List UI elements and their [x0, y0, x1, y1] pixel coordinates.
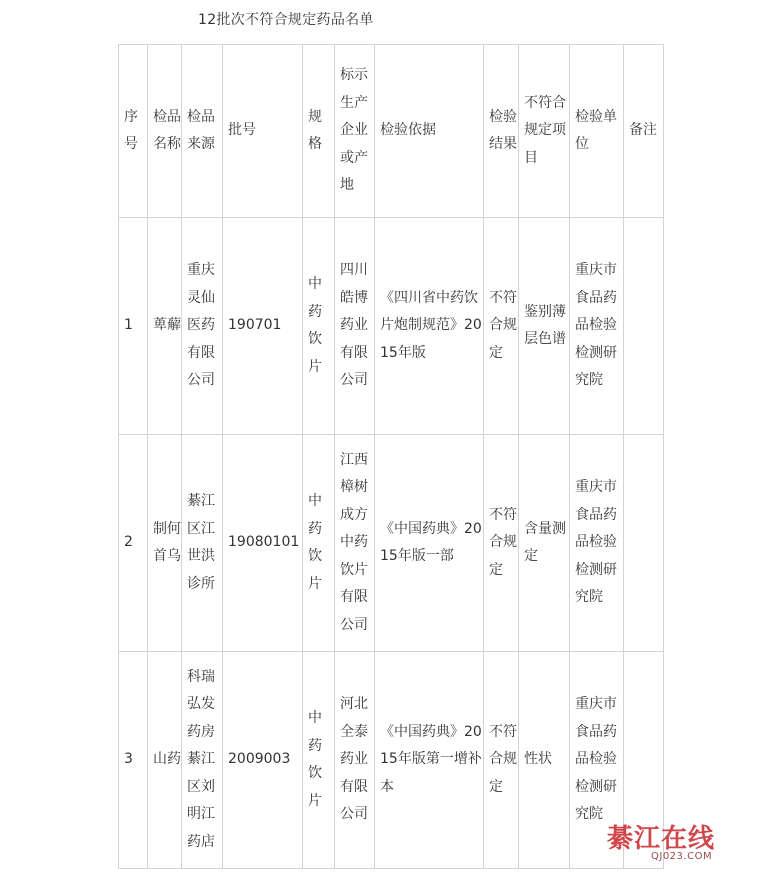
table-cell: 2009003 — [223, 652, 303, 869]
header-cell: 检验依据 — [375, 45, 484, 218]
watermark-domain: QJ023.COM — [651, 851, 713, 862]
page-title: 12批次不符合规定药品名单 — [198, 12, 374, 28]
table-cell: 制何首乌 — [148, 435, 182, 652]
header-cell: 序号 — [119, 45, 148, 218]
table-cell: 萆薢 — [148, 218, 182, 435]
table-row — [119, 652, 664, 869]
table-cell: 《中国药典》2015年版第一增补本 — [375, 652, 484, 869]
table-cell: 重庆市食品药品检验检测研究院 — [570, 652, 624, 869]
table-cell: 3 — [119, 652, 148, 869]
table-cell: 山药 — [148, 652, 182, 869]
table-cell: 不符合规定 — [484, 218, 519, 435]
table-cell: 190701 — [223, 218, 303, 435]
table-header-row — [119, 45, 664, 218]
header-cell: 备注 — [624, 45, 664, 218]
header-cell: 批号 — [223, 45, 303, 218]
table-cell: 重庆市食品药品检验检测研究院 — [570, 435, 624, 652]
header-cell: 检验结果 — [484, 45, 519, 218]
table-cell: 中药饮片 — [303, 652, 335, 869]
table-cell: 2 — [119, 435, 148, 652]
table-cell: 不符合规定 — [484, 435, 519, 652]
table-cell: 綦江区江世洪诊所 — [182, 435, 223, 652]
table-cell: 重庆市食品药品检验检测研究院 — [570, 218, 624, 435]
table-cell: 性状 — [519, 652, 570, 869]
table-cell — [624, 218, 664, 435]
table-row — [119, 218, 664, 435]
watermark-logo-text: 綦江在线 — [607, 824, 716, 854]
table-cell: 1 — [119, 218, 148, 435]
table-cell: 《中国药典》2015年版一部 — [375, 435, 484, 652]
table-cell: 含量测定 — [519, 435, 570, 652]
table-cell: 江西樟树成方中药饮片有限公司 — [335, 435, 375, 652]
header-cell: 不符合规定项目 — [519, 45, 570, 218]
table-cell — [624, 435, 664, 652]
site-watermark — [607, 818, 757, 868]
table-cell: 鉴别薄层色谱 — [519, 218, 570, 435]
table-cell: 不符合规定 — [484, 652, 519, 869]
table-cell: 19080101 — [223, 435, 303, 652]
drug-list-table — [118, 44, 664, 869]
header-cell: 检品名称 — [148, 45, 182, 218]
table-cell: 中药饮片 — [303, 218, 335, 435]
table-cell: 河北全泰药业有限公司 — [335, 652, 375, 869]
table-row — [119, 435, 664, 652]
header-cell: 检验单位 — [570, 45, 624, 218]
header-cell: 检品来源 — [182, 45, 223, 218]
table-cell: 中药饮片 — [303, 435, 335, 652]
table-cell: 重庆灵仙医药有限公司 — [182, 218, 223, 435]
table-cell: 四川皓博药业有限公司 — [335, 218, 375, 435]
table-cell: 《四川省中药饮片炮制规范》2015年版 — [375, 218, 484, 435]
header-cell: 标示生产企业或产地 — [335, 45, 375, 218]
table-cell: 科瑞弘发药房綦江区刘明江药店 — [182, 652, 223, 869]
header-cell: 规格 — [303, 45, 335, 218]
